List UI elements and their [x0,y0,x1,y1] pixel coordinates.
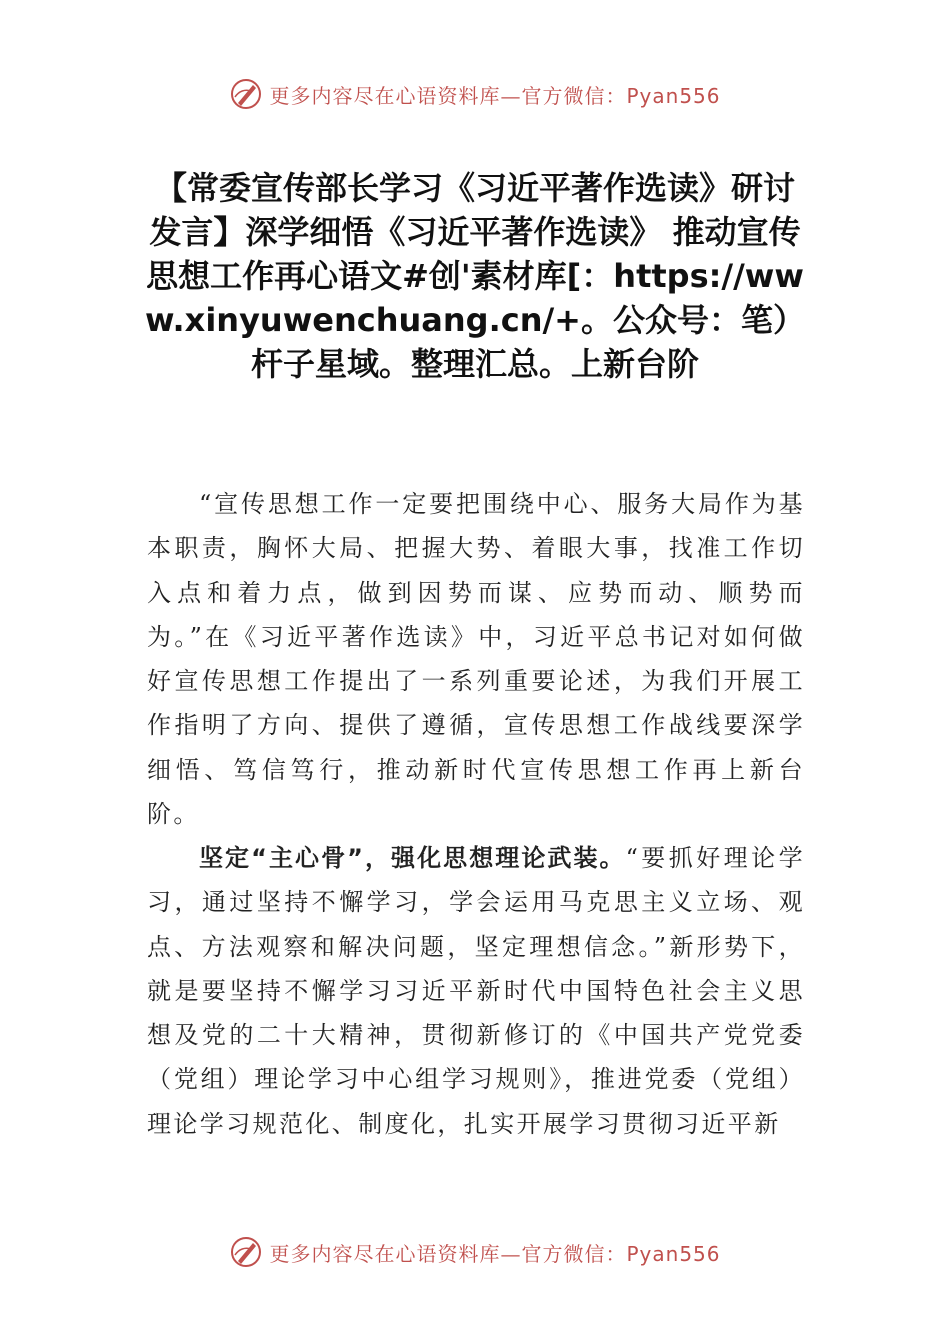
paragraph-section-1 [147,836,805,1146]
paragraph-text: “要抓好理论学习，通过坚持不懈学习，学会运用马克思主义立场、观点、方法观察和解决问题，坚定理想信念。”新形势下，就是要坚持不懈学习习近平新时代中国特色社会主义思想及党的二十大精神，贯彻新修订的《中国共产党党委（党组）理论学习中心组学习规则》，推进党委（党组）理论学习规范化、制度化，扎实开展学习贯彻习近平新 [147,844,805,1138]
wechat-id: Pyan556 [626,1241,721,1266]
banner-text: 更多内容尽在心语资料库—官方微信：Pyan556 [269,1241,721,1266]
document-title: 【常委宣传部长学习《习近平著作选读》研讨发言】深学细悟《习近平著作选读》 推动宣传思想工作再心语文#创'素材库[：https://www.xinyuwenchuang.cn/+。公众号：笔）杆子星域。整理汇总。上新台阶 [145,169,805,383]
pen-logo-icon [229,1235,263,1269]
paragraph-lead: 坚定“主心骨”，强化思想理论武装。 [199,844,626,872]
banner-text: 更多内容尽在心语资料库—官方微信：Pyan556 [269,83,721,108]
paragraph-text: “宣传思想工作一定要把围绕中心、服务大局作为基本职责，胸怀大局、把握大势、着眼大事，找准工作切入点和着力点，做到因势而谋、应势而动、顺势而为。”在《习近平著作选读》中，习近平总书记对如何做好宣传思想工作提出了一系列重要论述，为我们开展工作指明了方向、提供了遵循，宣传思想工作战线要深学细悟、笃信笃行，推动新时代宣传思想工作再上新台阶。 [147,490,805,829]
wechat-id: Pyan556 [626,83,721,108]
paragraph-intro [147,482,805,836]
footer-banner [0,1232,950,1272]
header-banner [0,74,950,114]
pen-logo-icon [229,77,263,111]
